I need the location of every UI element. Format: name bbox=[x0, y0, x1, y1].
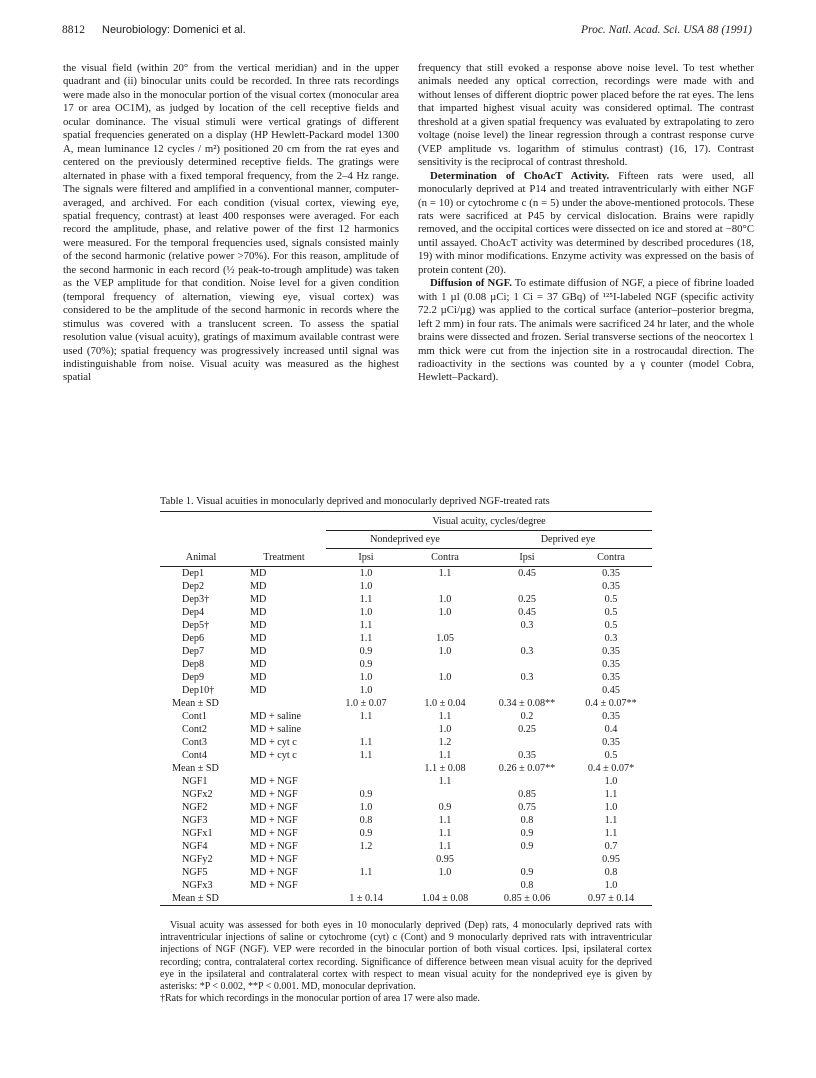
cell-animal: NGFx3 bbox=[182, 880, 213, 891]
cell-deprived-ipsi bbox=[484, 580, 570, 593]
cell-deprived-ipsi: 0.3 bbox=[520, 620, 534, 631]
cell-nondeprived-contra: 1.05 bbox=[436, 633, 454, 644]
cell-nondeprived-contra: 1.04 ± 0.08 bbox=[406, 892, 484, 906]
table-row-mean bbox=[160, 697, 652, 710]
table-footnote-main: Visual acuity was assessed for both eyes in 10 monocularly deprived (Dep) rats, 4 monocularly deprived rats with intraventricular injections of saline or cytochrome (cyt) c (Cont) and 9 monocularly deprived rats with intraventricular injections of NGF (NGF). VEP were recorded in the binocular portion of both visual cortices. Ipsi, ipsilateral cortex recording; contra, contralateral cortex recording. Significance of difference between mean visual acuity for the deprived eye in the ipsilateral and contralateral cortex with respect to mean visual acuity for the nondeprived eye is given by asterisks: *P < 0.002, **P < 0.001. MD, monocular deprivation. bbox=[160, 920, 652, 993]
table-row-mean bbox=[160, 762, 652, 775]
cell-nondeprived-ipsi: 1.0 bbox=[359, 607, 373, 618]
cell-deprived-ipsi: 0.2 bbox=[520, 711, 534, 722]
table-row bbox=[160, 853, 652, 866]
group-deprived-eye: Deprived eye bbox=[484, 531, 652, 549]
cell-animal: Dep4 bbox=[182, 607, 205, 618]
methods-paragraph-continued: frequency that still evoked a response above noise level. To test whether animals needed any optical correction, recordings were made with and without lenses of different dioptric power placed before the rat eyes. The lens that imparted highest visual acuity was considered optimal. The contrast threshold at a given spatial frequency was evaluated by extrapolating to zero voltage (noise level) the linear regression through a contrast response curve (VEP amplitude vs. logarithm of stimulus contrast) (16, 17). Contrast sensitivity is the reciprocal of contrast threshold. bbox=[418, 62, 754, 169]
table-row bbox=[160, 619, 652, 632]
table-row-mean bbox=[160, 892, 652, 906]
cell-treatment: MD bbox=[250, 568, 267, 579]
cell-animal: Mean ± SD bbox=[160, 892, 242, 906]
cell-deprived-ipsi bbox=[484, 775, 570, 788]
cell-deprived-contra: 0.5 bbox=[604, 607, 618, 618]
choact-text: Fifteen rats were used, all monocularly deprived at P14 and treated intraventricularly with either NGF (n = 10) or cytochrome c (n = 5) under the above-mentioned protocols. These rats were sacrificed at P45 by cervical dislocation. Brains were rapidly removed, and the occipital cortices were dissected on ice and stored at −80°C until assayed. ChoAcT activity was determined by described procedures (18, 19) with minor modifications. Enzyme activity was expressed on the basis of protein content (20). bbox=[418, 169, 754, 276]
cell-treatment: MD bbox=[250, 685, 267, 696]
cell-nondeprived-contra: 1.0 bbox=[438, 646, 452, 657]
cell-nondeprived-ipsi: 1.0 bbox=[359, 672, 373, 683]
cell-deprived-ipsi: 0.3 bbox=[520, 672, 534, 683]
cell-nondeprived-ipsi: 1 ± 0.14 bbox=[326, 892, 406, 906]
cell-nondeprived-ipsi: 0.8 bbox=[359, 815, 373, 826]
table-row bbox=[160, 593, 652, 606]
cell-treatment: MD bbox=[250, 646, 267, 657]
cell-deprived-contra: 0.35 bbox=[602, 581, 620, 592]
cell-animal: Dep1 bbox=[182, 568, 205, 579]
cell-nondeprived-ipsi bbox=[326, 879, 406, 892]
right-column bbox=[418, 62, 754, 385]
ngf-diffusion-section bbox=[418, 277, 754, 385]
cell-deprived-contra: 1.0 bbox=[604, 776, 618, 787]
table-row bbox=[160, 580, 652, 593]
cell-deprived-ipsi: 0.35 bbox=[518, 750, 536, 761]
table-caption: Table 1. Visual acuities in monocularly deprived and monocularly deprived NGF-treated rats bbox=[160, 496, 550, 507]
ngf-diffusion-heading: Diffusion of NGF. bbox=[430, 277, 512, 290]
cell-deprived-contra: 1.0 bbox=[604, 802, 618, 813]
cell-deprived-ipsi: 0.34 ± 0.08** bbox=[498, 698, 556, 709]
cell-treatment: MD + cyt c bbox=[250, 750, 297, 761]
cell-treatment: MD + NGF bbox=[250, 776, 298, 787]
cell-nondeprived-contra: 1.1 bbox=[438, 815, 452, 826]
cell-animal: Cont2 bbox=[182, 724, 207, 735]
cell-deprived-contra: 0.8 bbox=[604, 867, 618, 878]
cell-nondeprived-contra: 1.0 bbox=[438, 594, 452, 605]
cell-treatment: MD + saline bbox=[250, 724, 302, 735]
cell-animal: Cont4 bbox=[182, 750, 207, 761]
cell-deprived-ipsi bbox=[484, 853, 570, 866]
cell-deprived-contra: 0.5 bbox=[604, 594, 618, 605]
table-row bbox=[160, 658, 652, 671]
cell-animal: NGF1 bbox=[182, 776, 208, 787]
cell-deprived-ipsi: 0.85 bbox=[518, 789, 536, 800]
table-row bbox=[160, 827, 652, 840]
cell-nondeprived-ipsi: 0.9 bbox=[359, 789, 373, 800]
cell-nondeprived-ipsi: 1.0 bbox=[359, 802, 373, 813]
cell-treatment: MD bbox=[250, 581, 267, 592]
cell-nondeprived-contra bbox=[406, 684, 484, 697]
cell-nondeprived-contra bbox=[406, 788, 484, 801]
cell-animal: Dep5† bbox=[182, 620, 210, 631]
table-footnotes bbox=[160, 920, 652, 1005]
cell-animal: Cont3 bbox=[182, 737, 207, 748]
cell-animal: Dep7 bbox=[182, 646, 205, 657]
cell-treatment: MD + NGF bbox=[250, 789, 298, 800]
cell-deprived-contra: 0.97 ± 0.14 bbox=[570, 892, 652, 906]
col-nondeprived-contra: Contra bbox=[406, 549, 484, 567]
left-column bbox=[63, 62, 399, 385]
cell-deprived-ipsi: 0.9 bbox=[520, 828, 534, 839]
cell-animal: NGF2 bbox=[182, 802, 208, 813]
cell-deprived-ipsi bbox=[484, 684, 570, 697]
cell-animal: Mean ± SD bbox=[172, 698, 219, 709]
cell-nondeprived-contra: 1.0 bbox=[438, 607, 452, 618]
cell-nondeprived-ipsi: 1.2 bbox=[359, 841, 373, 852]
cell-nondeprived-ipsi: 1.1 bbox=[359, 620, 373, 631]
cell-animal: NGF4 bbox=[182, 841, 208, 852]
cell-nondeprived-contra bbox=[406, 879, 484, 892]
cell-deprived-contra: 0.3 bbox=[604, 633, 618, 644]
cell-deprived-ipsi: 0.25 bbox=[518, 594, 536, 605]
cell-nondeprived-ipsi: 0.9 bbox=[359, 828, 373, 839]
cell-nondeprived-contra: 1.1 bbox=[438, 750, 452, 761]
running-title: Neurobiology: Domenici et al. bbox=[102, 24, 246, 36]
cell-animal: Dep8 bbox=[182, 659, 205, 670]
page-header bbox=[62, 24, 752, 40]
cell-animal: Dep10† bbox=[182, 685, 215, 696]
cell-treatment: MD + cyt c bbox=[250, 737, 297, 748]
page-number: 8812 bbox=[62, 24, 85, 36]
cell-nondeprived-contra: 1.2 bbox=[438, 737, 452, 748]
cell-nondeprived-ipsi: 1.0 bbox=[359, 581, 373, 592]
cell-animal: Dep2 bbox=[182, 581, 205, 592]
col-deprived-contra: Contra bbox=[570, 549, 652, 567]
cell-deprived-ipsi: 0.45 bbox=[518, 568, 536, 579]
cell-deprived-contra: 0.35 bbox=[602, 737, 620, 748]
cell-deprived-contra: 0.35 bbox=[602, 672, 620, 683]
cell-nondeprived-contra bbox=[406, 658, 484, 671]
cell-nondeprived-ipsi bbox=[326, 853, 406, 866]
cell-treatment: MD bbox=[250, 620, 267, 631]
choact-section bbox=[418, 170, 754, 278]
cell-deprived-ipsi: 0.9 bbox=[520, 841, 534, 852]
choact-heading: Determination of ChoAcT Activity. bbox=[430, 169, 610, 182]
table-row bbox=[160, 684, 652, 697]
cell-deprived-ipsi: 0.3 bbox=[520, 646, 534, 657]
cell-nondeprived-ipsi: 1.1 bbox=[359, 711, 373, 722]
cell-nondeprived-ipsi: 1.0 bbox=[359, 685, 373, 696]
col-treatment: Treatment bbox=[242, 549, 326, 567]
methods-paragraph: the visual field (within 20° from the vertical meridian) and in the upper quadrant and (ii) binocular units could be recorded. In three rats recordings were made also in the monocular portion of the visual cortex (monocular area 17 or area OC1M), as judged by location of the cell receptive fields and ocular dominance. The visual stimuli were vertical gratings of different spatial frequencies generated on a display (HP Hewlett-Packard model 1300 A, mean luminance 12 cycles / m²) positioned 20 cm from the rat eyes and centered on the previously determined receptive fields. The gratings were alternated in phase with a fixed temporal frequency, from the 2–4 Hz range. The signals were filtered and amplified in a conventional manner, computer-averaged, and archived. For each condition (visual cortex, viewing eye, spatial frequency, contrast) at least 400 responses were averaged. For each record the amplitude, phase, and relative power of the first 12 harmonics were measured. For the temporal frequencies used, signals consisted mainly of the second harmonic (relative power >70%). For this reason, amplitude of the second harmonic in each record (½ peak-to-trough amplitude) was taken as the VEP amplitude for that condition. Noise level for a given condition (temporal frequency of alternation, viewing eye, visual cortex) was considered to be the amplitude of the second harmonic in records where the stimulus was covered with a translucent screen. To assess the spatial resolution value (visual acuity), gratings of maximum available contrast were used (70%); spatial frequency was progressively increased until signal was indistinguishable from noise. Visual acuity was measured as the highest spatial bbox=[63, 62, 399, 384]
cell-deprived-contra: 0.4 ± 0.07** bbox=[585, 698, 637, 709]
table-row bbox=[160, 775, 652, 788]
cell-treatment: MD + NGF bbox=[250, 802, 298, 813]
cell-nondeprived-contra: 1.0 bbox=[438, 724, 452, 735]
table-row bbox=[160, 632, 652, 645]
cell-deprived-ipsi bbox=[484, 632, 570, 645]
cell-treatment: MD bbox=[250, 633, 267, 644]
cell-nondeprived-ipsi: 0.9 bbox=[359, 659, 373, 670]
cell-nondeprived-contra bbox=[406, 619, 484, 632]
cell-treatment: MD + NGF bbox=[250, 841, 298, 852]
cell-treatment: MD bbox=[250, 594, 267, 605]
cell-treatment: MD bbox=[250, 607, 267, 618]
cell-nondeprived-ipsi: 0.9 bbox=[359, 646, 373, 657]
cell-treatment: MD + NGF bbox=[250, 828, 298, 839]
cell-treatment bbox=[242, 762, 326, 775]
table-row bbox=[160, 866, 652, 879]
table-row bbox=[160, 879, 652, 892]
group-nondeprived-eye: Nondeprived eye bbox=[326, 531, 484, 549]
cell-nondeprived-contra bbox=[406, 580, 484, 593]
table-row bbox=[160, 840, 652, 853]
cell-deprived-contra: 0.35 bbox=[602, 711, 620, 722]
cell-animal: NGFx1 bbox=[182, 828, 213, 839]
table-row bbox=[160, 645, 652, 658]
cell-deprived-contra: 0.35 bbox=[602, 646, 620, 657]
cell-nondeprived-contra: 1.1 bbox=[438, 711, 452, 722]
table-footnote-dagger: †Rats for which recordings in the monocular portion of area 17 were also made. bbox=[160, 993, 480, 1005]
cell-animal: NGF3 bbox=[182, 815, 208, 826]
cell-treatment: MD + NGF bbox=[250, 854, 298, 865]
cell-nondeprived-contra: 1.1 bbox=[438, 841, 452, 852]
cell-nondeprived-contra: 1.1 bbox=[438, 776, 452, 787]
cell-nondeprived-ipsi: 1.1 bbox=[359, 867, 373, 878]
table-row bbox=[160, 567, 652, 581]
table-row bbox=[160, 606, 652, 619]
cell-nondeprived-contra: 1.1 bbox=[438, 568, 452, 579]
cell-deprived-ipsi: 0.26 ± 0.07** bbox=[498, 763, 556, 774]
cell-animal: Dep6 bbox=[182, 633, 205, 644]
journal-citation: Proc. Natl. Acad. Sci. USA 88 (1991) bbox=[581, 24, 752, 36]
table-row bbox=[160, 736, 652, 749]
cell-deprived-ipsi: 0.8 bbox=[520, 815, 534, 826]
cell-deprived-ipsi: 0.45 bbox=[518, 607, 536, 618]
cell-nondeprived-ipsi bbox=[326, 762, 406, 775]
cell-deprived-contra: 0.5 bbox=[604, 620, 618, 631]
cell-deprived-contra: 0.35 bbox=[602, 568, 620, 579]
cell-deprived-contra: 1.1 bbox=[604, 789, 618, 800]
cell-deprived-ipsi: 0.8 bbox=[520, 880, 534, 891]
cell-deprived-contra: 0.7 bbox=[604, 841, 618, 852]
cell-nondeprived-ipsi: 1.0 ± 0.07 bbox=[345, 698, 387, 709]
table-row bbox=[160, 801, 652, 814]
table-spanner: Visual acuity, cycles/degree bbox=[326, 512, 652, 531]
cell-nondeprived-contra: 1.1 bbox=[438, 828, 452, 839]
cell-nondeprived-ipsi bbox=[326, 723, 406, 736]
table-row bbox=[160, 723, 652, 736]
cell-nondeprived-ipsi: 1.1 bbox=[359, 750, 373, 761]
cell-deprived-contra: 0.35 bbox=[602, 659, 620, 670]
cell-deprived-ipsi: 0.25 bbox=[518, 724, 536, 735]
cell-deprived-contra: 0.4 ± 0.07* bbox=[587, 763, 635, 774]
cell-treatment bbox=[242, 892, 326, 906]
cell-deprived-ipsi bbox=[484, 658, 570, 671]
cell-nondeprived-contra: 1.0 bbox=[438, 672, 452, 683]
col-animal: Animal bbox=[160, 549, 242, 567]
cell-nondeprived-ipsi: 1.0 bbox=[359, 568, 373, 579]
cell-treatment: MD + NGF bbox=[250, 815, 298, 826]
cell-animal: Dep9 bbox=[182, 672, 205, 683]
cell-animal: Mean ± SD bbox=[172, 763, 219, 774]
cell-deprived-contra: 1.1 bbox=[604, 815, 618, 826]
cell-treatment: MD + NGF bbox=[250, 867, 298, 878]
cell-treatment: MD bbox=[250, 659, 267, 670]
table-row bbox=[160, 788, 652, 801]
cell-animal: Dep3† bbox=[182, 594, 210, 605]
ngf-diffusion-text: To estimate diffusion of NGF, a piece of fibrine loaded with 1 µl (0.08 µCi; 1 Ci = 37 GBq) of ¹²⁵I-labeled NGF (specific activity 72.2 µCi/µg) was applied to the cortical surface (anterior–posterior bregma, left 2 mm) in four rats. The animals were sacrificed 24 hr later, and the whole brains were dissected and frozen. Serial transverse sections of the neocortex 1 mm thick were cut from the injection site in a rostrocaudal direction. The radioactivity in the sections was counted by a γ counter (model Cobra, Hewlett–Packard). bbox=[418, 277, 755, 384]
table-row bbox=[160, 814, 652, 827]
table-row bbox=[160, 710, 652, 723]
cell-deprived-ipsi: 0.75 bbox=[518, 802, 536, 813]
table-row bbox=[160, 749, 652, 762]
cell-animal: NGFy2 bbox=[182, 854, 213, 865]
cell-nondeprived-contra: 1.0 bbox=[438, 867, 452, 878]
cell-deprived-contra: 0.5 bbox=[604, 750, 618, 761]
cell-deprived-ipsi bbox=[484, 736, 570, 749]
cell-nondeprived-contra: 0.95 bbox=[436, 854, 454, 865]
cell-nondeprived-contra: 0.9 bbox=[438, 802, 452, 813]
cell-deprived-contra: 1.0 bbox=[604, 880, 618, 891]
col-deprived-ipsi: Ipsi bbox=[484, 549, 570, 567]
cell-animal: Cont1 bbox=[182, 711, 207, 722]
cell-nondeprived-ipsi: 1.1 bbox=[359, 633, 373, 644]
cell-animal: NGFx2 bbox=[182, 789, 213, 800]
cell-deprived-ipsi: 0.9 bbox=[520, 867, 534, 878]
cell-deprived-contra: 1.1 bbox=[604, 828, 618, 839]
cell-treatment: MD bbox=[250, 672, 267, 683]
cell-treatment: MD + NGF bbox=[250, 880, 298, 891]
cell-nondeprived-contra: 1.0 ± 0.04 bbox=[424, 698, 466, 709]
cell-nondeprived-ipsi bbox=[326, 775, 406, 788]
cell-treatment: MD + saline bbox=[250, 711, 302, 722]
table-row bbox=[160, 671, 652, 684]
cell-deprived-contra: 0.95 bbox=[602, 854, 620, 865]
cell-nondeprived-contra: 1.1 ± 0.08 bbox=[424, 763, 466, 774]
cell-nondeprived-ipsi: 1.1 bbox=[359, 594, 373, 605]
cell-animal: NGF5 bbox=[182, 867, 208, 878]
cell-treatment bbox=[242, 697, 326, 710]
col-nondeprived-ipsi: Ipsi bbox=[326, 549, 406, 567]
cell-deprived-contra: 0.45 bbox=[602, 685, 620, 696]
cell-deprived-ipsi: 0.85 ± 0.06 bbox=[484, 892, 570, 906]
visual-acuity-table bbox=[160, 511, 652, 906]
cell-nondeprived-ipsi: 1.1 bbox=[359, 737, 373, 748]
cell-deprived-contra: 0.4 bbox=[604, 724, 618, 735]
